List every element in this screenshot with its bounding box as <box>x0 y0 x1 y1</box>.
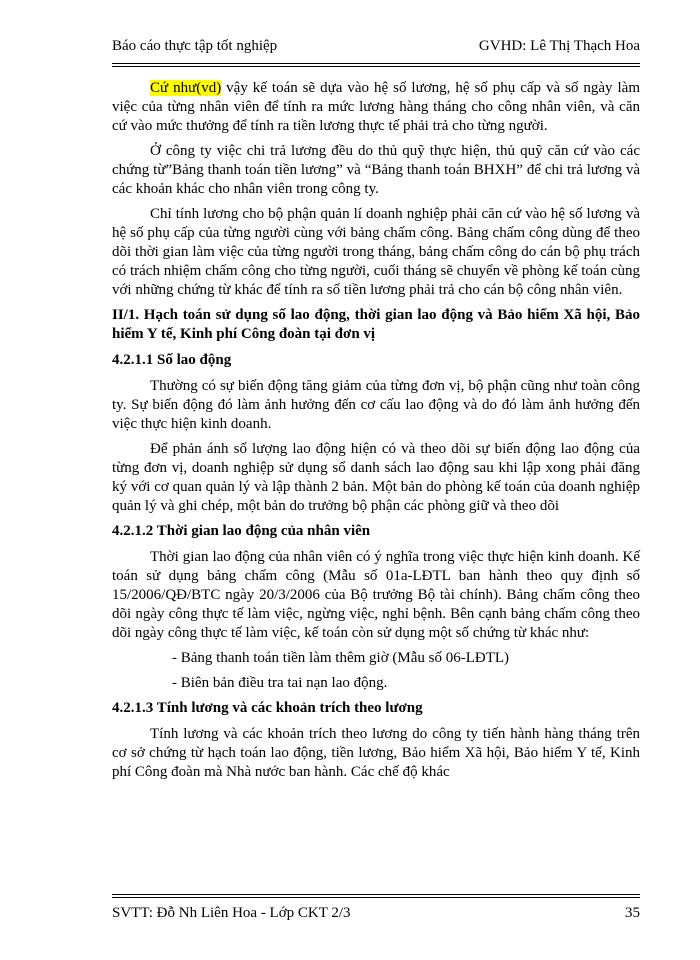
subheading-4-2-1-1: 4.2.1.1 Số lao động <box>112 352 232 368</box>
header-rule <box>112 63 640 64</box>
page-body <box>112 79 640 788</box>
page-footer <box>112 905 640 922</box>
header-advisor: GVHD: Lê Thị Thạch Hoa <box>478 38 640 54</box>
header-report-title: Báo cáo thực tập tốt nghiệp <box>112 38 278 54</box>
subheading-4-2-1-3: 4.2.1.3 Tính lương và các khoản trích theo lương <box>112 700 423 716</box>
header-rule-inner <box>112 66 640 67</box>
paragraph-6: Thời gian lao động của nhân viên có ý nghĩa trong việc thực hiện kinh doanh. Kế toán sử dụng bảng chấm công (Mẫu số 01a-LĐTL ban hành theo quy định số 15/2006/QĐ/BTC ngày 20/3/2006 của Bộ trưởng Bộ tài chính). Bảng chấm công theo dõi ngày công thực tế làm việc, ngừng việc, nghỉ bệnh. Bên cạnh bảng chấm công theo dõi ngày công thực tế làm việc, kế toán còn sử dụng một số chứng từ khác như: <box>112 549 640 641</box>
paragraph-5: Để phản ánh số lượng lao động hiện có và theo dõi sự biến động lao động của từng đơn vị, doanh nghiệp sử dụng sổ danh sách lao động sau khi lập xong phải đăng ký với cơ quan quản lý và lập thành 2 bản. Một bản do phòng kế toán của doanh nghiệp quản lý và ghi chép, một bản do trưởng bộ phận các phòng giữ và theo dõi <box>112 441 640 514</box>
highlighted-text: Cứ như(vd) <box>150 80 222 96</box>
paragraph-2: Ở công ty việc chi trả lương đều do thủ quỹ thực hiện, thủ quỹ căn cứ vào các chứng từ”Bảng thanh toán tiền lương” và “Bảng thanh toán BHXH” để chi trả lương và các khoản khác cho nhân viên trong công ty. <box>112 143 640 197</box>
paragraph-7: Tính lương và các khoản trích theo lương do công ty tiến hành hàng tháng trên cơ sở chứng từ hạch toán lao động, tiền lương, Bảo hiểm Xã hội, Bảo hiểm Y tế, Kinh phí Công đoàn mà Nhà nước ban hành. Các chế độ khác <box>112 726 640 780</box>
page-header <box>112 38 640 55</box>
paragraph-4: Thường có sự biến động tăng giảm của từng đơn vị, bộ phận cũng như toàn công ty. Sự biến động đó làm ảnh hưởng đến cơ cấu lao động và do đó làm ảnh hưởng đến việc thực hiện kinh doanh. <box>112 378 640 432</box>
page-number: 35 <box>625 905 640 921</box>
footer-student: SVTT: Đỗ Nh Liên Hoa - Lớp CKT 2/3 <box>112 905 351 921</box>
section-heading: II/1. Hạch toán sử dụng số lao động, thời gian lao động và Bảo hiểm Xã hội, Bảo hiểm Y tế, Kinh phí Công đoàn tại đơn vị <box>112 307 640 342</box>
subheading-4-2-1-2: 4.2.1.2 Thời gian lao động của nhân viên <box>112 523 371 539</box>
footer-rule <box>112 897 640 898</box>
paragraph-1 <box>112 79 640 136</box>
paragraph-3: Chỉ tính lương cho bộ phận quản lí doanh nghiệp phải căn cứ vào hệ số lương và hệ số phụ cấp của từng người cùng với bảng chấm công. Bảng chấm công dùng để theo dõi thời gian làm việc của từng người trong tháng, bảng chấm công do cán bộ phụ trách có trách nhiệm chấm công cho từng người, cuối tháng sẽ chuyển về phòng kế toán cùng với những chứng từ khác để tính ra số tiền lương phải trả cho cán bộ công nhân viên. <box>112 206 640 298</box>
paragraph-1-text: vậy kế toán sẽ dựa vào hệ số lương, hệ số phụ cấp và số ngày làm việc của từng nhân viên để tính ra mức lương hàng tháng cho công nhân viên, và căn cứ vào mức thưởng để tính ra tiền lương thực tế phải trả cho từng người. <box>112 80 640 134</box>
footer-rule-inner <box>112 894 640 895</box>
list-item: - Bảng thanh toán tiền làm thêm giờ (Mẫu số 06-LĐTL) <box>172 650 510 666</box>
list-item: - Biên bản điều tra tai nạn lao động. <box>172 675 388 691</box>
